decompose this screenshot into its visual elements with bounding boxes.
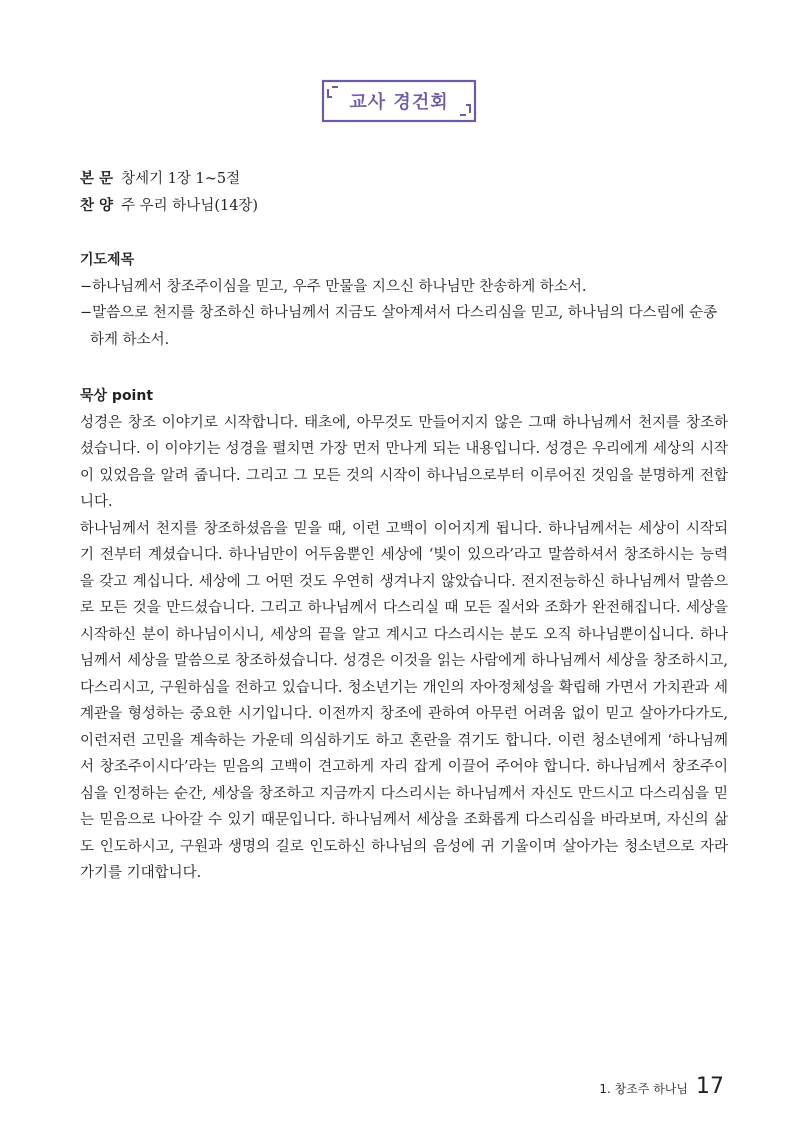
meditation-section <box>80 383 728 887</box>
meditation-heading: 묵상 point <box>80 388 154 404</box>
hymn-row <box>80 193 258 220</box>
page-footer <box>599 1074 724 1104</box>
page-number: 17 <box>696 1074 724 1099</box>
meditation-paragraph: 성경은 창조 이야기로 시작합니다. 태초에, 아무것도 만들어지지 않은 그때 하나님께서 천지를 창조하셨습니다. 이 이야기는 성경을 펼치면 가장 먼저 만나게 되는 내용입니다. 성경은 우리에게 세상의 시작이 있었음을 알려 줍니다. 그리고 그 모든 것의 시작이 하나님으로부터 이루어진 것임을 분명하게 전합니다. <box>80 414 728 510</box>
title-frame <box>318 77 480 125</box>
passage-row <box>80 166 258 193</box>
prayer-item: −말씀으로 천지를 창조하신 하나님께서 지금도 살아계셔서 다스리심을 믿고, 하나님의 다스림에 순종하게 하소서. <box>80 305 718 348</box>
chapter-label: 1. 창조주 하나님 <box>599 1082 688 1096</box>
meditation-paragraph: 하나님께서 천지를 창조하셨음을 믿을 때, 이런 고백이 이어지게 됩니다. 하나님께서는 세상이 시작되기 전부터 계셨습니다. 하나님만이 어두움뿐인 세상에 ‘빛이 있으라’라고 말씀하셔서 창조하시는 능력을 갖고 계십니다. 세상에 그 어떤 것도 우연히 생겨나지 않았습니다. 전지전능하신 하나님께서 말씀으로 모든 것을 만드셨습니다. 그리고 하나님께서 다스리실 때 모든 질서와 조화가 완전해집니다. 세상을 시작하신 분이 하나님이시니, 세상의 끝을 알고 계시고 다스리시는 분도 오직 하나님뿐이십니다. 하나님께서 세상을 말씀으로 창조하셨습니다. 성경은 이것을 읽는 사람에게 하나님께서 세상을 창조하시고, 다스리시고, 구원하심을 전하고 있습니다. 청소년기는 개인의 자아정체성을 확립해 가면서 가치관과 세계관을 형성하는 중요한 시기입니다. 이전까지 창조에 관하여 아무런 어려움 없이 믿고 살아가다가도, 이런저런 고민을 계속하는 가운데 의심하기도 하고 혼란을 겪기도 합니다. 이런 청소년에게 ‘하나님께서 창조주이시다’라는 믿음의 고백이 견고하게 자리 잡게 이끌어 주어야 합니다. 하나님께서 창조주이심을 인정하는 순간, 세상을 창조하고 지금까지 다스리시는 하나님께서 자신도 만드시고 다스리심을 믿는 믿음으로 나아갈 수 있기 때문입니다. 하나님께서 세상을 조화롭게 다스리심을 바라보며, 자신의 삶도 인도하시고, 구원과 생명의 길로 인도하신 하나님의 음성에 귀 기울이며 살아가는 청소년으로 자라가기를 기대합니다. <box>80 520 728 881</box>
prayer-heading: 기도제목 <box>80 252 135 268</box>
hymn-value: 주 우리 하나님(14장) <box>121 198 259 214</box>
page-title: 교사 경건회 <box>349 92 449 113</box>
passage-value: 창세기 1장 1~5절 <box>121 171 241 187</box>
passage-label: 본 문 <box>80 171 114 187</box>
prayer-section <box>80 247 728 353</box>
prayer-item: −하나님께서 창조주이심을 믿고, 우주 만물을 지으신 하나님만 찬송하게 하소서. <box>80 278 587 295</box>
service-info <box>80 166 258 220</box>
hymn-label: 찬 양 <box>80 198 114 214</box>
